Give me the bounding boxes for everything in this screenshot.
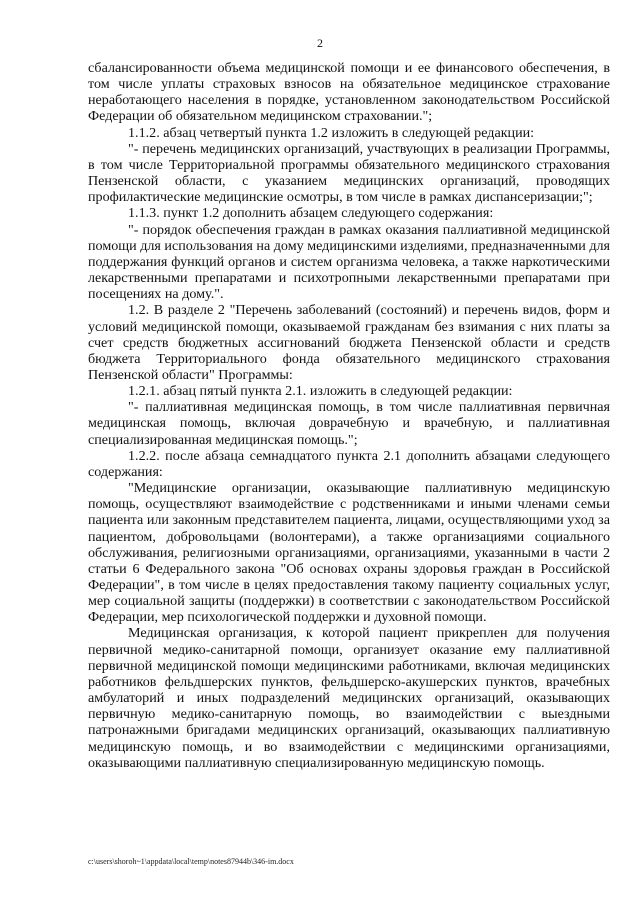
footer-file-path: c:\users\shoroh~1\appdata\local\temp\notes87944b\346-im.docx — [88, 857, 294, 866]
page-number: 2 — [317, 36, 323, 50]
paragraph-6: 1.2. В разделе 2 "Перечень заболеваний (состояний) и перечень видов, форм и условий медицинской помощи, оказываемой гражданам без взимания с них платы за счет средств бюджетных ассигнований бюджета Пензенской области и средств бюджета Территориального фонда обязательного медицинского страхования Пензенской области" Программы: — [88, 302, 610, 383]
paragraph-2: 1.1.2. абзац четвертый пункта 1.2 изложить в следующей редакции: — [128, 124, 535, 141]
paragraph-4: 1.1.3. пункт 1.2 дополнить абзацем следующего содержания: — [128, 205, 494, 222]
paragraph-10: "Медицинские организации, оказывающие паллиативную медицинскую помощь, осуществляют взаимодействие с родственниками и иными членами семьи пациента или законным представителем пациента, лицами, осуществляющими уход за пациентом, добровольцами (волонтерами), а также организациями социального обслуживания, религиозными организациями, организациями, указанными в части 2 статьи 6 Федерального закона "Об основах охраны здоровья граждан в Российской Федерации", в том числе в целях предоставления такому пациенту социальных услуг, мер социальной защиты (поддержки) в соответствии с законодательством Российской Федерации, мер психологической поддержки и духовной помощи. — [88, 480, 610, 626]
paragraph-11: Медицинская организация, к которой пациент прикреплен для получения первичной медико-санитарной помощи, организует оказание ему паллиативной первичной медицинской помощи медицинскими работниками, включая медицинских работников фельдшерских пунктов, фельдшерско-акушерских пунктов, врачебных амбулаторий и иных подразделений медицинских организаций, оказывающих первичную медико-санитарную помощь, во взаимодействии с выездными патронажными бригадами медицинских организаций, оказывающих паллиативную медицинскую помощь, и во взаимодействии с медицинскими организациями, оказывающими паллиативную специализированную медицинскую помощь. — [88, 625, 610, 771]
paragraph-9: 1.2.2. после абзаца семнадцатого пункта 2.1 дополнить абзацами следующего содержания: — [88, 447, 610, 480]
paragraph-3: "- перечень медицинских организаций, участвующих в реализации Программы, в том числе Территориальной программы обязательного медицинского страхования Пензенской области, с указанием медицинских организаций, проводящих профилактические медицинские осмотры, в том числе в рамках диспансеризации;"; — [88, 140, 610, 206]
paragraph-1: сбалансированности объема медицинской помощи и ее финансового обеспечения, в том числе уплаты страховых взносов на обязательное медицинское страхование неработающего населения в порядке, установленном законодательством Российской Федерации об обязательном медицинском страховании."; — [88, 60, 610, 125]
paragraph-8: "- паллиативная медицинская помощь, в том числе паллиативная первичная медицинская помощь, включая доврачебную и врачебную, и паллиативная специализированная медицинская помощь."; — [88, 399, 610, 448]
document-body — [88, 60, 610, 771]
paragraph-7: 1.2.1. абзац пятый пункта 2.1. изложить в следующей редакции: — [128, 383, 513, 400]
paragraph-5: "- порядок обеспечения граждан в рамках оказания паллиативной медицинской помощи для использования на дому медицинскими изделиями, предназначенными для поддержания функций органов и систем организма человека, а также наркотическими лекарственными препаратами и психотропными лекарственными препаратами при посещениях на дому.". — [88, 221, 610, 303]
